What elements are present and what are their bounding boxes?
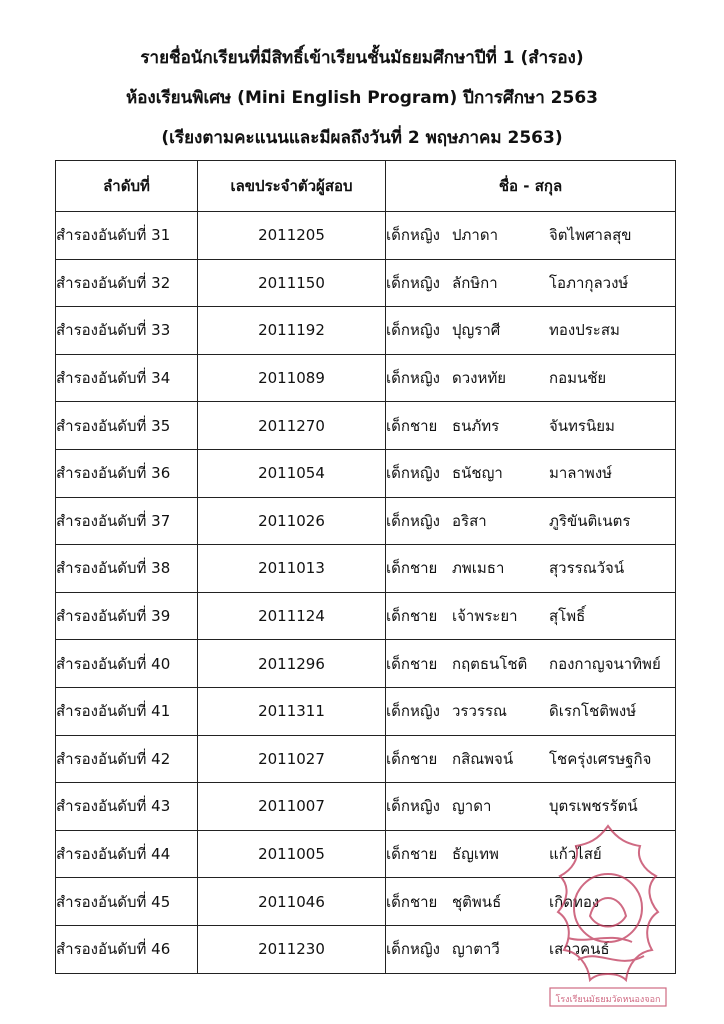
last-name: บุตรเพชรรัตน์ [549, 797, 638, 816]
name-prefix: เด็กชาย [386, 559, 438, 578]
exam-id-cell: 2011270 [198, 402, 386, 450]
first-name: ภพเมธา [452, 559, 505, 578]
exam-id-cell: 2011026 [198, 497, 386, 545]
name-cell [386, 402, 676, 450]
name-cell [386, 592, 676, 640]
last-name: จันทรนิยม [549, 416, 615, 435]
last-name: กองกาญจนาทิพย์ [549, 654, 661, 673]
name-prefix: เด็กหญิง [386, 464, 440, 483]
last-name: สุวรรณวัจน์ [549, 559, 625, 578]
exam-id-cell: 2011192 [198, 307, 386, 355]
last-name: แก้วไสย์ [549, 845, 602, 864]
exam-id-cell: 2011124 [198, 592, 386, 640]
document-note: (เรียงตามคะแนนและมีผลถึงวันที่ 2 พฤษภาคม 2563) [161, 128, 563, 148]
rank-cell: สำรองอันดับที่ 32 [56, 259, 198, 307]
rank-cell: สำรองอันดับที่ 37 [56, 497, 198, 545]
last-name: ภูริขันติเนตร [549, 511, 631, 530]
column-header-name: ชื่อ - สกุล [386, 161, 676, 212]
last-name: เสาวคนธ์ [549, 940, 610, 959]
document-subtitle: ห้องเรียนพิเศษ (Mini English Program) ปีการศึกษา 2563 [126, 88, 598, 108]
first-name: อริสา [452, 511, 487, 530]
last-name: จิตไพศาลสุข [549, 226, 632, 245]
rank-cell: สำรองอันดับที่ 33 [56, 307, 198, 355]
table-header-row [56, 161, 676, 212]
table-row [56, 307, 676, 355]
exam-id-cell: 2011089 [198, 354, 386, 402]
table-row [56, 212, 676, 260]
rank-cell: สำรองอันดับที่ 39 [56, 592, 198, 640]
first-name: เจ้าพระยา [452, 607, 518, 626]
table-row [56, 497, 676, 545]
table-row [56, 449, 676, 497]
name-cell [386, 449, 676, 497]
last-name: เกิดทอง [549, 892, 600, 911]
name-cell [386, 735, 676, 783]
seal-text: โรงเรียนมัธยมวัดหนองจอก [555, 995, 661, 1005]
name-prefix: เด็กชาย [386, 845, 438, 864]
table-row [56, 259, 676, 307]
rank-cell: สำรองอันดับที่ 31 [56, 212, 198, 260]
exam-id-cell: 2011054 [198, 449, 386, 497]
exam-id-cell: 2011013 [198, 545, 386, 593]
name-prefix: เด็กหญิง [386, 273, 440, 292]
rank-cell: สำรองอันดับที่ 38 [56, 545, 198, 593]
name-cell [386, 687, 676, 735]
name-prefix: เด็กชาย [386, 607, 438, 626]
name-prefix: เด็กหญิง [386, 511, 440, 530]
first-name: ปุญราศี [452, 321, 501, 340]
column-header-exam-id: เลขประจำตัวผู้สอบ [198, 161, 386, 212]
rank-cell: สำรองอันดับที่ 45 [56, 878, 198, 926]
last-name: ดิเรกโชติพงษ์ [549, 702, 637, 721]
table-row [56, 545, 676, 593]
table-row [56, 592, 676, 640]
name-cell [386, 545, 676, 593]
first-name: ธนัชญา [452, 464, 503, 483]
exam-id-cell: 2011046 [198, 878, 386, 926]
name-cell [386, 354, 676, 402]
name-cell [386, 640, 676, 688]
name-cell [386, 497, 676, 545]
exam-id-cell: 2011230 [198, 925, 386, 973]
last-name: โชครุ่งเศรษฐกิจ [549, 749, 652, 768]
first-name: ธัญเทพ [452, 845, 499, 864]
first-name: ญาตาวี [452, 940, 500, 959]
rank-cell: สำรองอันดับที่ 42 [56, 735, 198, 783]
name-prefix: เด็กหญิง [386, 321, 440, 340]
name-cell [386, 307, 676, 355]
table-row [56, 735, 676, 783]
table-row [56, 640, 676, 688]
name-prefix: เด็กชาย [386, 654, 438, 673]
first-name: กฤตธนโชติ [452, 654, 528, 673]
table-row [56, 354, 676, 402]
last-name: ทองประสม [549, 321, 620, 340]
name-prefix: เด็กหญิง [386, 702, 440, 721]
first-name: กสิณพจน์ [452, 749, 514, 768]
school-seal-icon [548, 820, 668, 1010]
rank-cell: สำรองอันดับที่ 35 [56, 402, 198, 450]
name-cell [386, 212, 676, 260]
table-row [56, 402, 676, 450]
exam-id-cell: 2011150 [198, 259, 386, 307]
exam-id-cell: 2011005 [198, 830, 386, 878]
exam-id-cell: 2011027 [198, 735, 386, 783]
rank-cell: สำรองอันดับที่ 34 [56, 354, 198, 402]
first-name: ญาดา [452, 797, 492, 816]
rank-cell: สำรองอันดับที่ 36 [56, 449, 198, 497]
column-header-rank: ลำดับที่ [56, 161, 198, 212]
first-name: ดวงหทัย [452, 369, 507, 388]
name-prefix: เด็กหญิง [386, 369, 440, 388]
exam-id-cell: 2011296 [198, 640, 386, 688]
name-prefix: เด็กชาย [386, 892, 438, 911]
name-prefix: เด็กชาย [386, 749, 438, 768]
name-prefix: เด็กหญิง [386, 940, 440, 959]
name-prefix: เด็กหญิง [386, 797, 440, 816]
first-name: ลักษิกา [452, 273, 498, 292]
last-name: สุโพธิ์ [549, 607, 586, 626]
table-row [56, 687, 676, 735]
name-prefix: เด็กหญิง [386, 226, 440, 245]
last-name: โอภากุลวงษ์ [549, 273, 629, 292]
first-name: ปภาดา [452, 226, 498, 245]
rank-cell: สำรองอันดับที่ 43 [56, 783, 198, 831]
name-cell [386, 259, 676, 307]
last-name: กอมนชัย [549, 369, 607, 388]
exam-id-cell: 2011007 [198, 783, 386, 831]
exam-id-cell: 2011311 [198, 687, 386, 735]
last-name: มาลาพงษ์ [549, 464, 613, 483]
rank-cell: สำรองอันดับที่ 44 [56, 830, 198, 878]
name-prefix: เด็กชาย [386, 416, 438, 435]
exam-id-cell: 2011205 [198, 212, 386, 260]
document-header [0, 38, 724, 158]
first-name: วรวรรณ [452, 702, 507, 721]
first-name: ชุติพนธ์ [452, 892, 502, 911]
rank-cell: สำรองอันดับที่ 46 [56, 925, 198, 973]
document-title: รายชื่อนักเรียนที่มีสิทธิ์เข้าเรียนชั้นมัธยมศึกษาปีที่ 1 (สำรอง) [140, 48, 584, 68]
rank-cell: สำรองอันดับที่ 40 [56, 640, 198, 688]
rank-cell: สำรองอันดับที่ 41 [56, 687, 198, 735]
first-name: ธนภัทร [452, 416, 500, 435]
